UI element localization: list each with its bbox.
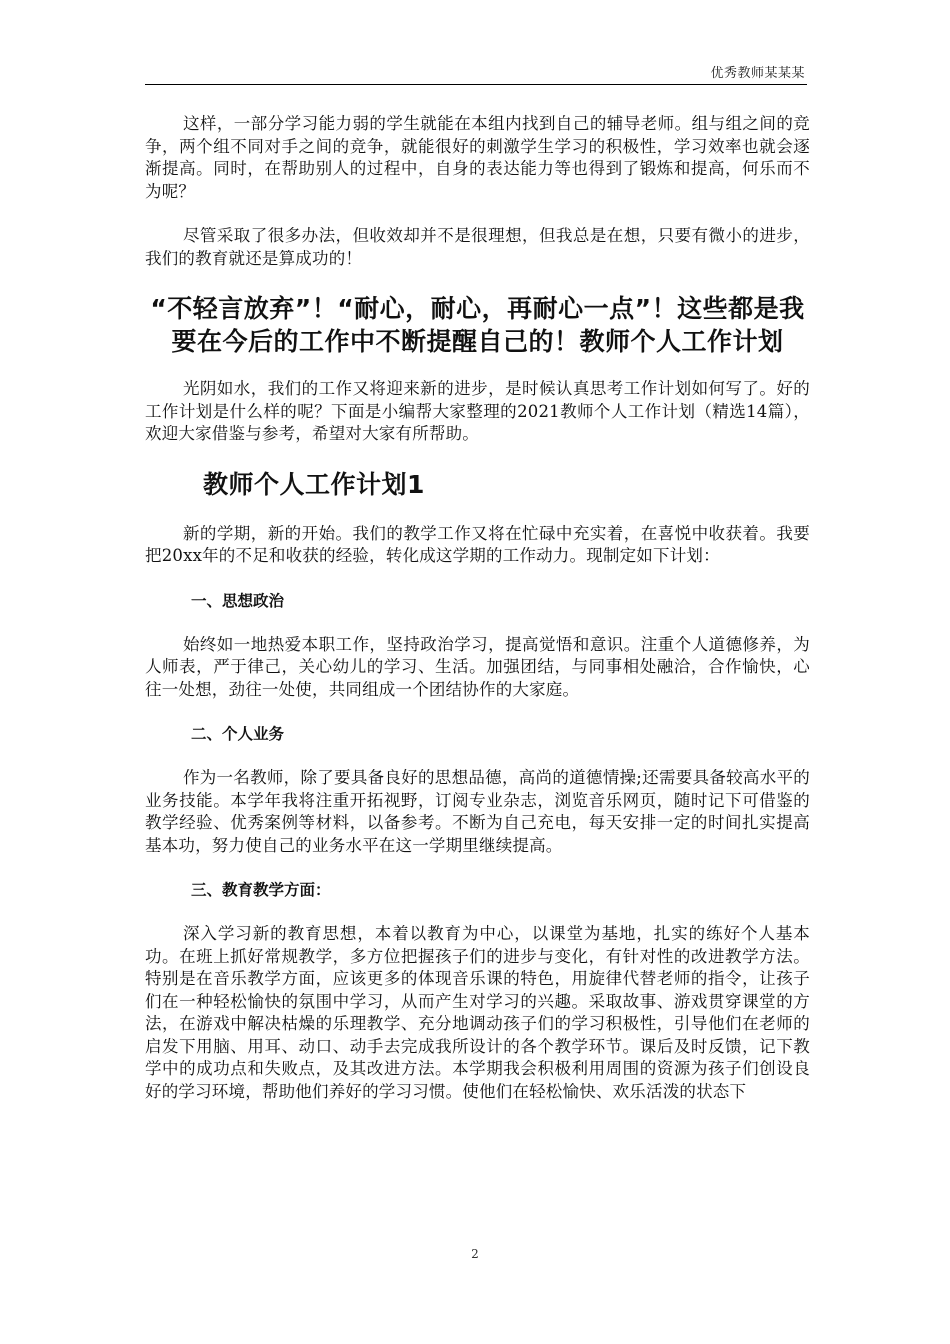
intro-paragraph: 光阴如水，我们的工作又将迎来新的进步，是时候认真思考工作计划如何写了。好的工作计划是什么样的呢？下面是小编帮大家整理的2021教师个人工作计划（精选14篇），欢迎大家借鉴与参考，希望对大家有所帮助。 <box>145 379 810 443</box>
paragraph-politics: 始终如一地热爱本职工作，坚持政治学习，提高觉悟和意识。注重个人道德修养，为人师表，严于律己，关心幼儿的学习、生活。加强团结，与同事相处融洽，合作愉快，心往一处想，劲往一处使，共同组成一个团结协作的大家庭。 <box>145 634 810 699</box>
subheading-teaching: 三、教育教学方面： <box>191 881 331 899</box>
section-intro-paragraph: 新的学期，新的开始。我们的教学工作又将在忙碌中充实着，在喜悦中收获着。我要把20xx年的不足和收获的经验，转化成这学期的工作动力。现制定如下计划： <box>145 523 810 565</box>
header-divider <box>145 84 807 85</box>
section-title: 教师个人工作计划1 <box>203 469 425 499</box>
document-body <box>145 113 810 1125</box>
page-number: 2 <box>471 1247 479 1261</box>
subheading-politics: 一、思想政治 <box>191 591 285 610</box>
paragraph-progress: 尽管采取了很多办法，但收效却并不是很理想，但我总是在想，只要有微小的进步，我们的教育就还是算成功的！ <box>145 226 810 268</box>
paragraph-business: 作为一名教师，除了要具备良好的思想品德，高尚的道德情操;还需要具备较高水平的业务技能。本学年我将注重开拓视野，订阅专业杂志，浏览音乐网页，随时记下可借鉴的教学经验、优秀案例等材料，以备参考。不断为自己充电，每天安排一定的时间扎实提高基本功，努力使自己的业务水平在这一学期里继续提高。 <box>145 768 810 855</box>
paragraph-teaching: 深入学习新的教育思想，本着以教育为中心，以课堂为基地，扎实的练好个人基本功。在班上抓好常规教学，多方位把握孩子们的进步与变化，有针对性的改进教学方法。特别是在音乐教学方面，应该更多的体现音乐课的特色，用旋律代替老师的指令，让孩子们在一种轻松愉快的氛围中学习，从而产生对学习的兴趣。采取故事、游戏贯穿课堂的方法，在游戏中解决枯燥的乐理教学、充分地调动孩子们的学习积极性，引导他们在老师的启发下用脑、用耳、动口、动手去完成我所设计的各个教学环节。课后及时反馈，记下教学中的成功点和失败点，及其改进方法。本学期我会积极利用周围的资源为孩子们创设良好的学习环境，帮助他们养好的学习习惯。使他们在轻松愉快、欢乐活泼的状态下 <box>145 924 810 1101</box>
main-heading: “不轻言放弃”！“耐心，耐心，再耐心一点”！这些都是我要在今后的工作中不断提醒自己的！教师个人工作计划 <box>150 294 805 356</box>
paragraph-group-competition: 这样，一部分学习能力弱的学生就能在本组内找到自己的辅导老师。组与组之间的竞争，两个组不同对手之间的竞争，就能很好的刺激学生学习的积极性，学习效率也就会逐渐提高。同时，在帮助别人的过程中，自身的表达能力等也得到了锻炼和提高，何乐而不为呢？ <box>145 114 810 201</box>
header-title: 优秀教师某某某 <box>710 66 805 81</box>
subheading-business: 二、个人业务 <box>191 725 285 743</box>
